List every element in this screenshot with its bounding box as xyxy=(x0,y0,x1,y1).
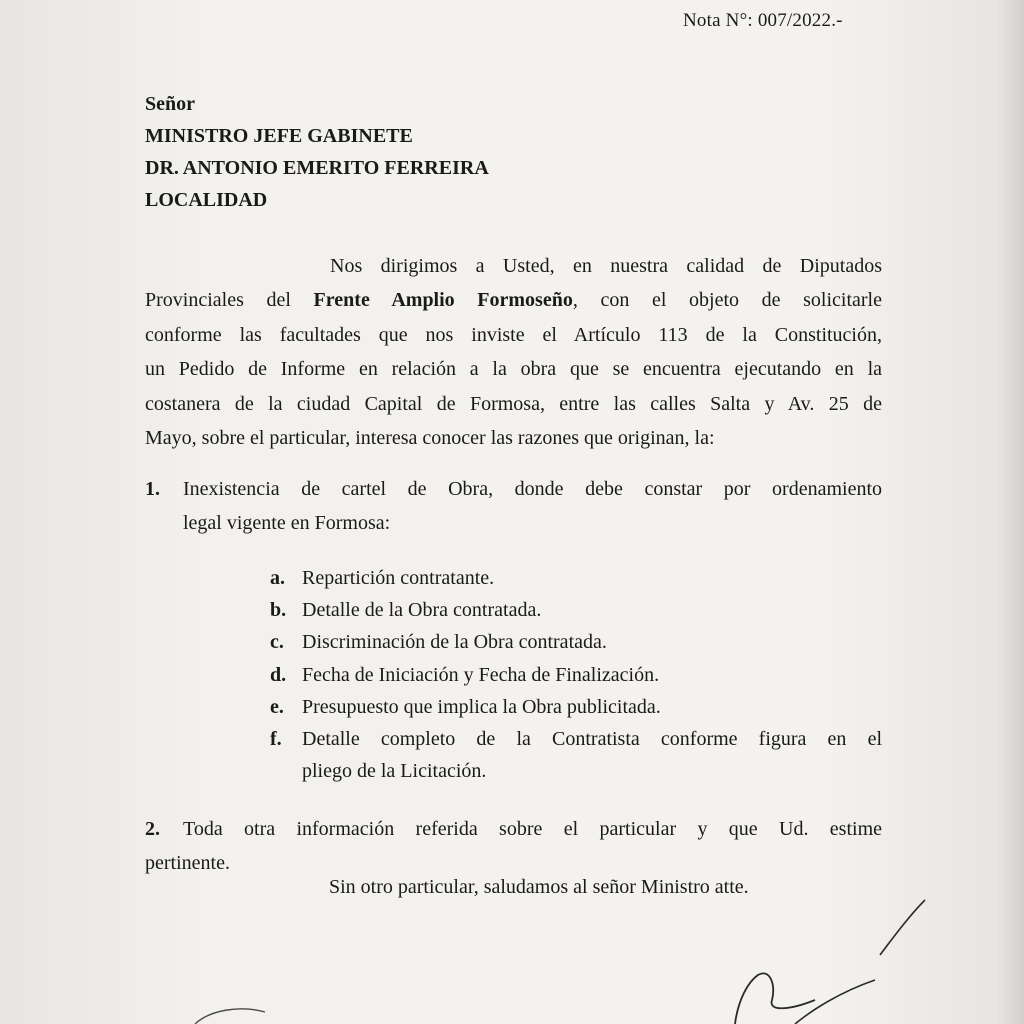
signature-stroke xyxy=(880,900,925,955)
party-name: Frente Amplio Formoseño xyxy=(313,289,573,312)
body-line: costanera de la ciudad Capital de Formosa, entre las calles Salta y Av. 25 de xyxy=(145,392,882,415)
sub-item-list xyxy=(270,562,882,787)
addressee-location: LOCALIDAD xyxy=(145,189,268,211)
item-line: Toda otra información referida sobre el particular y que Ud. estime xyxy=(183,818,882,840)
item-line: legal vigente en Formosa: xyxy=(183,512,391,535)
body-line-mixed xyxy=(145,283,882,317)
sub-item-letter: e. xyxy=(270,695,284,718)
body-paragraph xyxy=(145,249,882,455)
sub-item xyxy=(270,659,882,691)
sub-item-letter: f. xyxy=(270,728,282,751)
sub-item-text: Fecha de Iniciación y Fecha de Finalización. xyxy=(302,663,660,686)
sub-item-text: Discriminación de la Obra contratada. xyxy=(302,631,607,654)
sub-item xyxy=(270,723,882,787)
body-line: conforme las facultades que nos inviste el Artículo 113 de la Constitución, xyxy=(145,323,882,346)
sub-item-text: Repartición contratante. xyxy=(302,567,495,589)
numbered-item-continuation xyxy=(145,846,230,880)
item-number: 1. xyxy=(145,478,160,500)
item-text xyxy=(183,472,882,541)
item-number: 2. xyxy=(145,818,160,840)
item-text xyxy=(183,812,882,846)
addressee-title: MINISTRO JEFE GABINETE xyxy=(145,125,413,147)
note-number: Nota N°: 007/2022.- xyxy=(683,10,843,31)
addressee-salutation: Señor xyxy=(145,93,195,115)
body-line: Mayo, sobre el particular, interesa conocer las razones que originan, la: xyxy=(145,427,715,450)
sub-item xyxy=(270,562,882,594)
item-line: Inexistencia de cartel de Obra, donde debe constar por ordenamiento xyxy=(183,478,882,500)
sub-item-text: pliego de la Licitación. xyxy=(302,760,487,783)
body-text: Provinciales del xyxy=(145,289,314,312)
sub-item-text: Detalle completo de la Contratista conforme figura en el xyxy=(302,728,882,751)
closing-line: Sin otro particular, saludamos al señor Ministro atte. xyxy=(329,876,749,898)
item-line: pertinente. xyxy=(145,852,230,874)
body-line: un Pedido de Informe en relación a la obra que se encuentra ejecutando en la xyxy=(145,358,882,381)
signature-stroke xyxy=(795,980,875,1024)
sub-item-text: Detalle de la Obra contratada. xyxy=(302,599,542,622)
signature-stroke xyxy=(195,1009,265,1024)
sub-item-letter: c. xyxy=(270,631,284,654)
sub-item xyxy=(270,691,882,723)
addressee-block xyxy=(145,88,489,216)
body-line: Nos dirigimos a Usted, en nuestra calidad de Diputados xyxy=(330,255,882,277)
sub-item xyxy=(270,594,882,626)
sub-item-letter: b. xyxy=(270,599,287,622)
signature-stroke xyxy=(735,973,815,1024)
body-text: , con el objeto de solicitarle xyxy=(572,289,882,312)
sub-item xyxy=(270,626,882,658)
addressee-name: DR. ANTONIO EMERITO FERREIRA xyxy=(145,157,489,179)
sub-item-letter: a. xyxy=(270,567,285,589)
sub-item-text: Presupuesto que implica la Obra publicitada. xyxy=(302,695,661,718)
sub-item-letter: d. xyxy=(270,663,287,686)
